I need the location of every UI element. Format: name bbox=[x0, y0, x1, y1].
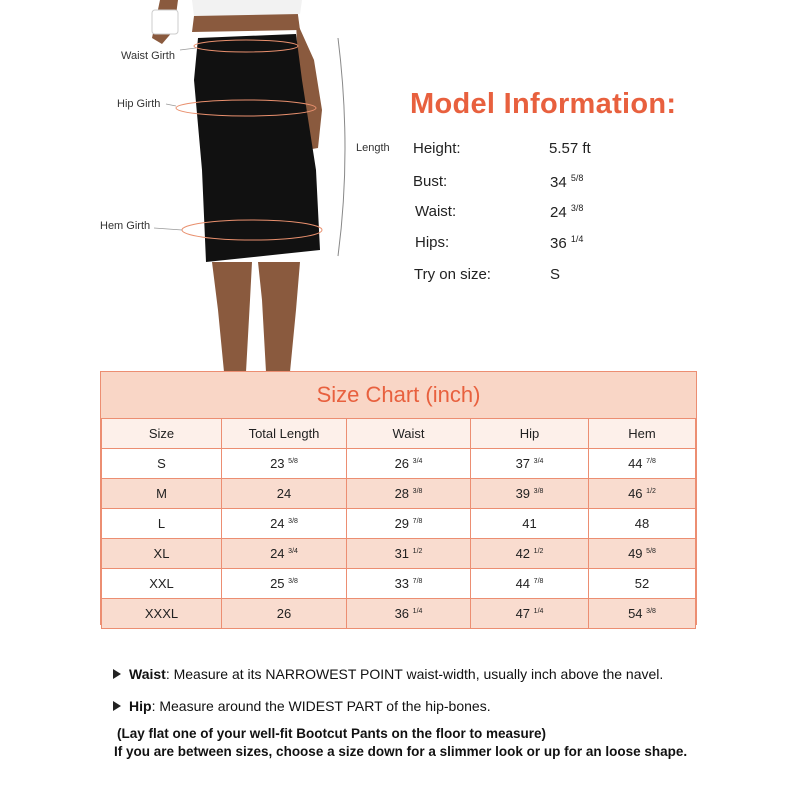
model-info-label: Hips: bbox=[415, 234, 450, 251]
table-cell bbox=[222, 539, 347, 569]
table-cell bbox=[589, 509, 696, 539]
cell-value: 52 bbox=[634, 576, 650, 591]
model-info-value-main: 36 bbox=[550, 235, 567, 252]
cell-fraction: 3/8 bbox=[412, 488, 423, 495]
cell-value: 49 bbox=[628, 546, 643, 561]
table-cell bbox=[102, 539, 222, 569]
table-row bbox=[102, 509, 696, 539]
cell-fraction: 3/8 bbox=[646, 608, 656, 615]
cell-value: 25 bbox=[270, 576, 285, 591]
column-header: Waist bbox=[347, 419, 471, 449]
table-cell bbox=[471, 509, 589, 539]
cell-value: 54 bbox=[628, 606, 643, 621]
cell-fraction: 1/4 bbox=[533, 608, 544, 615]
cell-fraction: 1/2 bbox=[412, 548, 423, 555]
cell-fraction: 7/8 bbox=[412, 578, 423, 585]
cell-value: 26 bbox=[394, 456, 410, 471]
measure-instruction: (Lay flat one of your well-fit Bootcut Pants on the floor to measure) bbox=[117, 726, 547, 741]
hem-girth-label: Hem Girth bbox=[100, 220, 151, 232]
table-cell bbox=[589, 449, 696, 479]
cell-value: XXXL bbox=[144, 606, 179, 621]
cell-value: 37 bbox=[515, 456, 531, 471]
cell-value: 24 bbox=[270, 516, 285, 531]
table-row bbox=[102, 599, 696, 629]
cell-value: 42 bbox=[515, 546, 531, 561]
table-cell bbox=[222, 509, 347, 539]
cell-value: XXL bbox=[149, 576, 174, 591]
waist-note-term: Waist bbox=[129, 666, 166, 682]
model-info-value-fraction: 1/4 bbox=[570, 234, 584, 244]
cell-fraction: 5/8 bbox=[288, 458, 298, 465]
model-info-value bbox=[550, 266, 560, 283]
model-info-value-fraction: 5/8 bbox=[570, 173, 584, 183]
size-chart-title: Size Chart (inch) bbox=[101, 372, 696, 418]
hip-girth-label: Hip Girth bbox=[117, 98, 161, 110]
model-info-label: Waist: bbox=[415, 203, 457, 220]
hip-note bbox=[113, 698, 491, 714]
triangle-bullet-icon bbox=[113, 701, 121, 711]
cell-fraction: 3/4 bbox=[288, 548, 298, 555]
model-info-value bbox=[549, 140, 591, 157]
column-header: Size bbox=[102, 419, 222, 449]
table-cell bbox=[347, 599, 471, 629]
table-cell bbox=[347, 479, 471, 509]
table-row bbox=[102, 569, 696, 599]
cell-value: 48 bbox=[634, 516, 650, 531]
table-cell bbox=[347, 509, 471, 539]
table-cell bbox=[471, 599, 589, 629]
table-cell bbox=[102, 479, 222, 509]
cell-value: 44 bbox=[628, 456, 643, 471]
cell-fraction: 3/8 bbox=[288, 578, 298, 585]
model-info-value-main: S bbox=[550, 266, 561, 283]
cell-fraction: 3/4 bbox=[412, 458, 423, 465]
cell-value: M bbox=[156, 486, 167, 501]
model-info-label: Bust: bbox=[413, 173, 448, 190]
cell-value: 46 bbox=[628, 486, 643, 501]
table-cell bbox=[222, 599, 347, 629]
cell-value: 33 bbox=[394, 576, 410, 591]
table-cell bbox=[102, 569, 222, 599]
cell-value: 28 bbox=[394, 486, 410, 501]
table-cell bbox=[102, 599, 222, 629]
table-cell bbox=[589, 599, 696, 629]
model-info-value-main: 5.57 ft bbox=[549, 140, 591, 157]
cell-fraction: 7/8 bbox=[412, 518, 423, 525]
model-info-value bbox=[550, 173, 583, 191]
model-info-value-main: 34 bbox=[550, 174, 567, 191]
table-cell bbox=[347, 449, 471, 479]
model-info-value bbox=[550, 234, 583, 252]
cell-value: 47 bbox=[515, 606, 531, 621]
cell-value: XL bbox=[153, 546, 170, 561]
table-cell bbox=[471, 539, 589, 569]
waist-girth-label: Waist Girth bbox=[121, 50, 175, 62]
cell-fraction: 5/8 bbox=[646, 548, 656, 555]
model-info-value-main: 24 bbox=[550, 204, 567, 221]
cell-value: 26 bbox=[276, 606, 292, 621]
cell-value: 23 bbox=[270, 456, 285, 471]
cell-value: 24 bbox=[270, 546, 285, 561]
size-table bbox=[101, 418, 696, 629]
triangle-bullet-icon bbox=[113, 669, 121, 679]
table-cell bbox=[589, 569, 696, 599]
model-info-label: Height: bbox=[413, 140, 461, 157]
table-cell bbox=[471, 449, 589, 479]
cell-fraction: 1/2 bbox=[646, 488, 656, 495]
cell-fraction: 3/8 bbox=[288, 518, 298, 525]
table-cell bbox=[102, 449, 222, 479]
cell-fraction: 7/8 bbox=[533, 578, 544, 585]
table-cell bbox=[347, 539, 471, 569]
model-info-value bbox=[550, 203, 583, 221]
model-info-title: Model Information: bbox=[410, 88, 677, 120]
column-header: Hip bbox=[471, 419, 589, 449]
size-advice: If you are between sizes, choose a size down for a slimmer look or up for an loose shape. bbox=[114, 744, 688, 759]
table-cell bbox=[347, 569, 471, 599]
table-cell bbox=[222, 569, 347, 599]
table-cell bbox=[102, 509, 222, 539]
cell-value: 24 bbox=[276, 486, 292, 501]
table-row bbox=[102, 539, 696, 569]
column-header: Total Length bbox=[222, 419, 347, 449]
cell-value: S bbox=[157, 456, 166, 471]
size-chart bbox=[100, 371, 697, 625]
cell-value: 39 bbox=[515, 486, 531, 501]
cell-fraction: 1/2 bbox=[533, 548, 544, 555]
model-info-value-fraction: 3/8 bbox=[570, 203, 584, 213]
cell-fraction: 3/8 bbox=[533, 488, 544, 495]
cell-value: 36 bbox=[394, 606, 410, 621]
cell-fraction: 3/4 bbox=[533, 458, 544, 465]
table-row bbox=[102, 449, 696, 479]
waist-note bbox=[113, 666, 663, 682]
table-cell bbox=[471, 479, 589, 509]
cell-value: 41 bbox=[522, 516, 537, 531]
model-info-label: Try on size: bbox=[414, 266, 491, 283]
column-header: Hem bbox=[589, 419, 696, 449]
table-cell bbox=[222, 449, 347, 479]
length-label: Length bbox=[356, 142, 390, 154]
cell-value: 44 bbox=[515, 576, 531, 591]
table-row bbox=[102, 479, 696, 509]
cell-value: 31 bbox=[394, 546, 410, 561]
table-cell bbox=[589, 539, 696, 569]
cell-value: L bbox=[157, 516, 166, 531]
cell-value: 29 bbox=[394, 516, 410, 531]
table-cell bbox=[471, 569, 589, 599]
waist-note-text: : Measure at its NARROWEST POINT waist-width, usually inch above the navel. bbox=[165, 666, 664, 682]
hip-note-text: : Measure around the WIDEST PART of the hip-bones. bbox=[151, 698, 491, 714]
hip-note-term: Hip bbox=[129, 698, 152, 714]
cell-fraction: 7/8 bbox=[646, 458, 656, 465]
size-table-header bbox=[102, 419, 696, 449]
cell-fraction: 1/4 bbox=[412, 608, 423, 615]
table-cell bbox=[222, 479, 347, 509]
table-cell bbox=[589, 479, 696, 509]
